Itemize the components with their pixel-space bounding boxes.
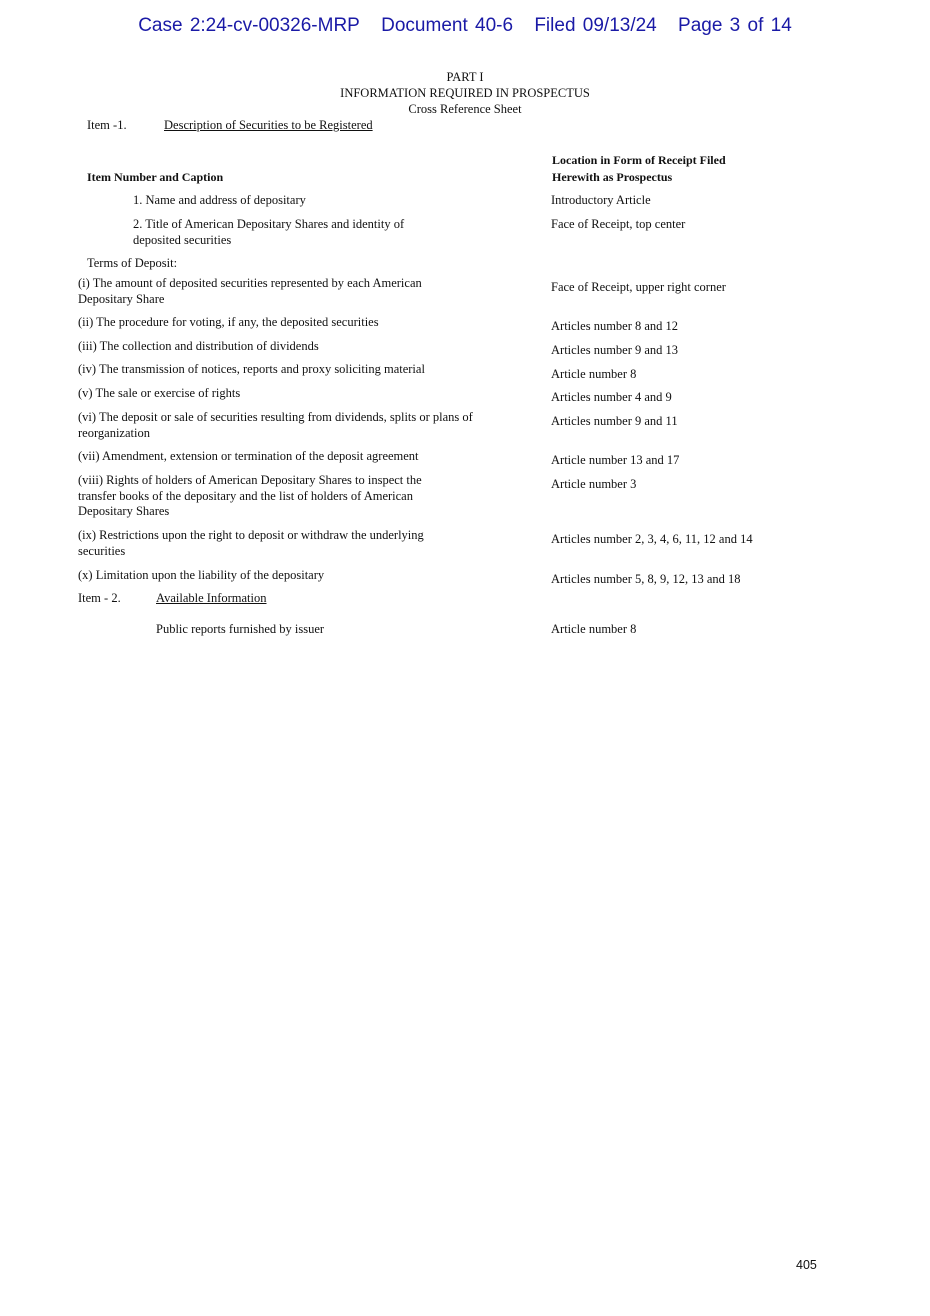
item-2-row-caption: Public reports furnished by issuer (156, 622, 325, 636)
term-caption: (ix) Restrictions upon the right to deposit or withdraw the underlying securities (78, 528, 424, 558)
term-caption: (vii) Amendment, extension or termination of the deposit agreement (78, 449, 419, 463)
section-subtitle: INFORMATION REQUIRED IN PROSPECTUS (340, 86, 590, 100)
term-caption: (vi) The deposit or sale of securities resulting from dividends, splits or plans of reorganization (78, 410, 473, 440)
item-1-caption: Description of Securities to be Registered (164, 118, 373, 132)
row-caption: 2. Title of American Depositary Shares and identity of deposited securities (133, 217, 405, 247)
page-indicator: Page 3 of 14 (678, 15, 792, 36)
item-2-caption: Available Information (156, 591, 267, 605)
term-caption: (viii) Rights of holders of American Depositary Shares to inspect the transfer books of the depositary and the list of holders of American Depositary Shares (78, 473, 422, 518)
term-location: Articles number 9 and 13 (551, 343, 679, 357)
item-1-label: Item -1. (87, 118, 127, 132)
row-caption: 1. Name and address of depositary (133, 193, 306, 207)
cross-reference-title: Cross Reference Sheet (408, 102, 522, 116)
term-location: Article number 8 (551, 367, 637, 381)
term-caption: (i) The amount of deposited securities represented by each American Depositary Share (78, 276, 422, 306)
row-location: Introductory Article (551, 193, 651, 207)
item-2-row-location: Article number 8 (551, 622, 637, 636)
page-number: 405 (796, 1258, 817, 1272)
term-location: Articles number 2, 3, 4, 6, 11, 12 and 14 (551, 532, 753, 546)
term-location: Articles number 8 and 12 (551, 319, 679, 333)
column-header-location-2: Herewith as Prospectus (552, 170, 673, 184)
term-location: Article number 13 and 17 (551, 453, 680, 467)
term-location: Articles number 5, 8, 9, 12, 13 and 18 (551, 572, 741, 586)
filed-date: Filed 09/13/24 (534, 15, 657, 36)
term-caption: (v) The sale or exercise of rights (78, 386, 241, 400)
term-location: Articles number 9 and 11 (551, 414, 678, 428)
item-2-label: Item - 2. (78, 591, 121, 605)
term-location: Articles number 4 and 9 (551, 390, 672, 404)
column-header-item: Item Number and Caption (87, 170, 224, 184)
case-number: Case 2:24-cv-00326-MRP (138, 15, 360, 36)
case-header (0, 15, 930, 37)
terms-of-deposit-label: Terms of Deposit: (87, 256, 178, 270)
document-number: Document 40-6 (381, 15, 514, 36)
term-location: Face of Receipt, upper right corner (551, 280, 726, 294)
term-caption: (iii) The collection and distribution of dividends (78, 339, 319, 353)
row-location: Face of Receipt, top center (551, 217, 686, 231)
term-caption: (x) Limitation upon the liability of the depositary (78, 568, 325, 582)
column-header-location-1: Location in Form of Receipt Filed (552, 153, 726, 167)
term-caption: (ii) The procedure for voting, if any, the deposited securities (78, 315, 379, 329)
part-title: PART I (446, 70, 484, 84)
term-caption: (iv) The transmission of notices, reports and proxy soliciting material (78, 362, 425, 376)
term-location: Article number 3 (551, 477, 637, 491)
